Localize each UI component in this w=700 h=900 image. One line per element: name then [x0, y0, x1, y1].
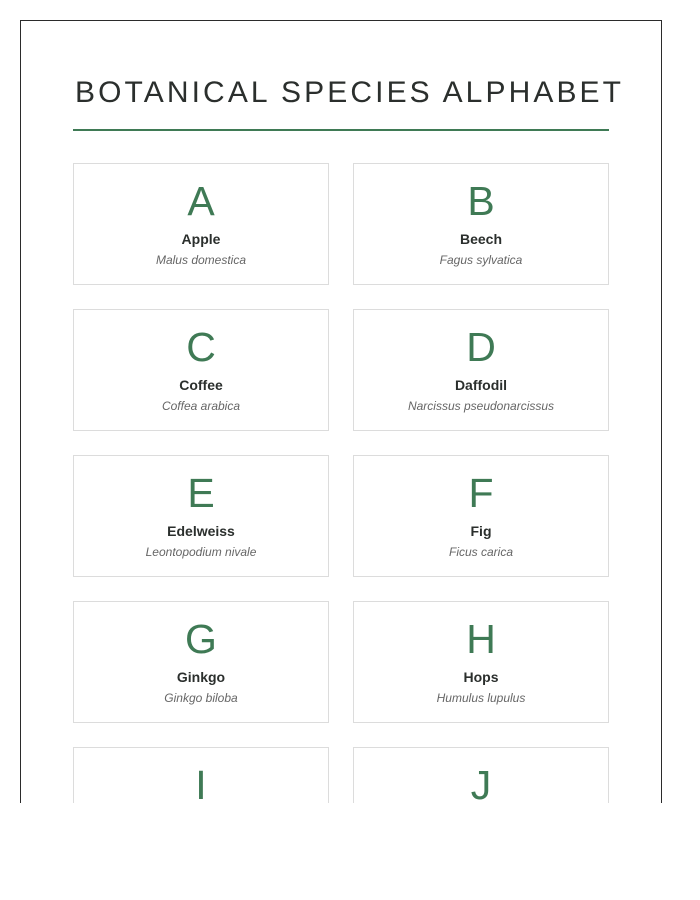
species-scientific-name: Coffea arabica [161, 399, 241, 413]
species-card-a [73, 163, 329, 285]
species-scientific-name: Leontopodium nivale [145, 545, 257, 559]
species-letter: E [187, 470, 215, 516]
species-common-name: Edelweiss [167, 523, 235, 539]
species-common-name: Fig [470, 523, 492, 539]
species-grid [73, 163, 609, 803]
species-card-e [73, 455, 329, 577]
species-scientific-name: Malus domestica [155, 253, 247, 267]
species-letter: D [466, 324, 496, 370]
species-common-name: Hops [463, 669, 499, 685]
species-letter: B [467, 178, 495, 224]
species-scientific-name: Humulus lupulus [436, 691, 526, 705]
species-common-name: Coffee [179, 377, 223, 393]
species-card-i [73, 747, 329, 803]
species-letter: G [185, 616, 217, 662]
species-common-name: Daffodil [454, 377, 508, 393]
species-scientific-name: Narcissus pseudonarcissus [407, 399, 555, 413]
species-card-b [353, 163, 609, 285]
species-scientific-name: Ginkgo biloba [164, 691, 238, 705]
species-common-name: Apple [181, 231, 221, 247]
species-common-name: Beech [459, 231, 503, 247]
page-frame [20, 20, 662, 803]
species-card-j [353, 747, 609, 803]
species-card-h [353, 601, 609, 723]
species-card-g [73, 601, 329, 723]
title-rule [73, 129, 609, 131]
species-letter: C [186, 324, 216, 370]
species-scientific-name: Fagus sylvatica [439, 253, 523, 267]
species-scientific-name: Ficus carica [448, 545, 513, 559]
species-card-f [353, 455, 609, 577]
species-letter: H [466, 616, 496, 662]
species-card-c [73, 309, 329, 431]
species-letter: J [470, 762, 492, 803]
species-card-d [353, 309, 609, 431]
species-common-name: Ginkgo [176, 669, 226, 685]
species-letter: I [195, 762, 207, 803]
species-letter: A [187, 178, 215, 224]
page-title: BOTANICAL SPECIES ALPHABET [75, 76, 625, 109]
species-letter: F [468, 470, 494, 516]
